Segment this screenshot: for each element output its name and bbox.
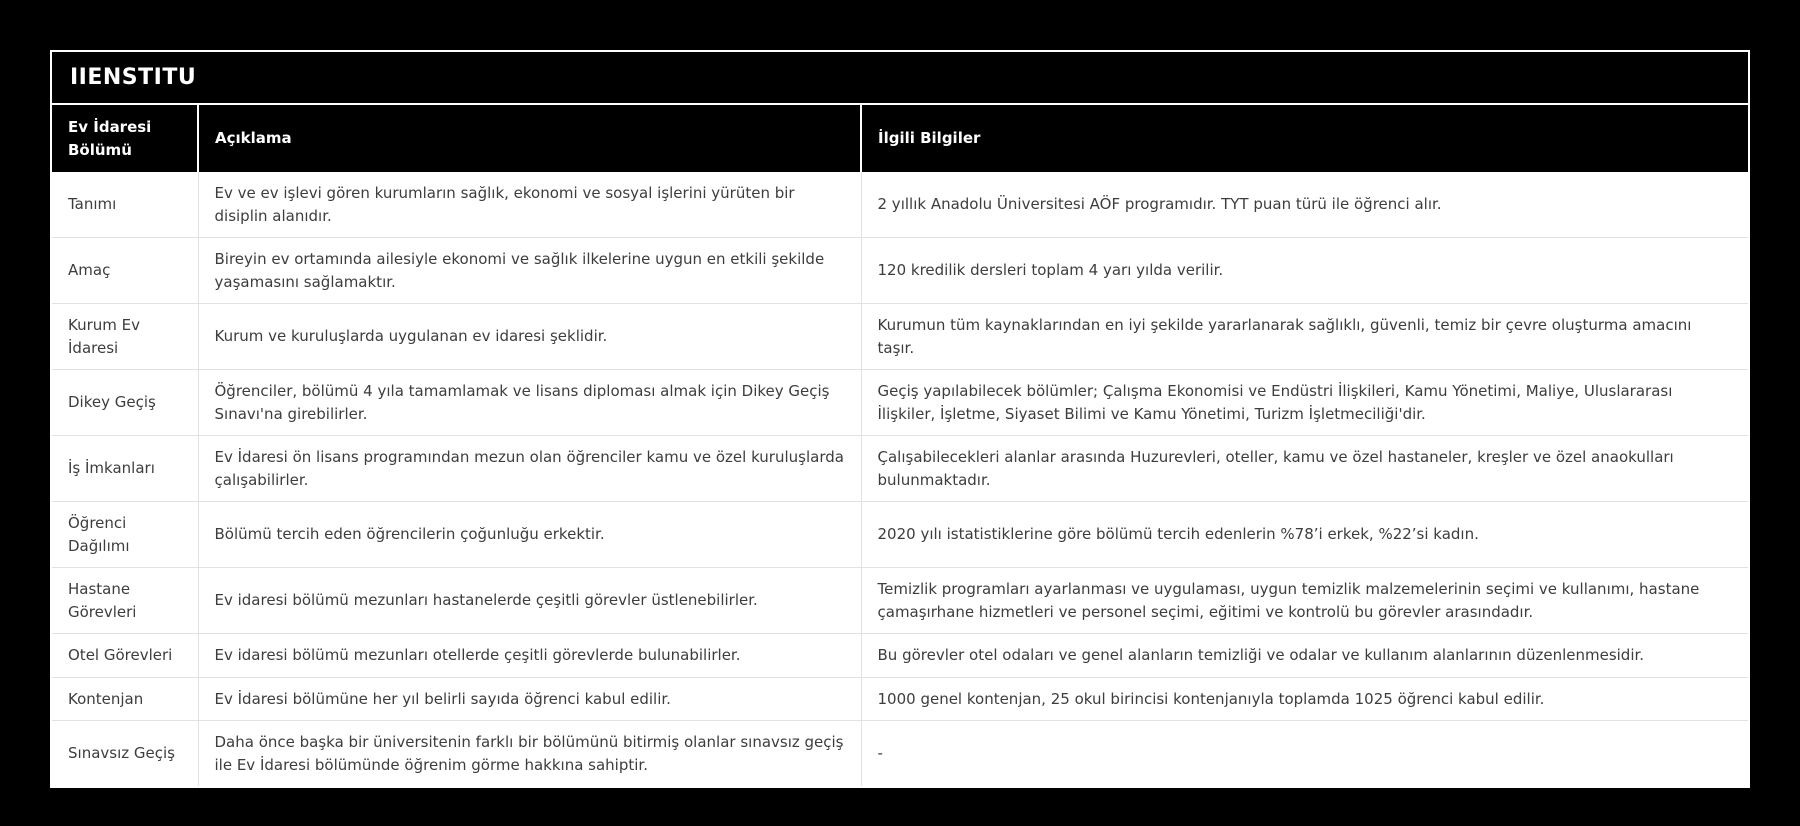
- cell-bilgiler: 1000 genel kontenjan, 25 okul birincisi kontenjanıyla toplamda 1025 öğrenci kabul edilir.: [861, 677, 1748, 721]
- cell-aciklama: Ev ve ev işlevi gören kurumların sağlık, ekonomi ve sosyal işlerini yürüten bir disiplin alanıdır.: [198, 172, 861, 238]
- cell-bilgiler: Bu görevler otel odaları ve genel alanların temizliği ve odalar ve kullanım alanlarının düzenlenmesidir.: [861, 634, 1748, 678]
- table-row: [52, 677, 1748, 721]
- cell-bolum: Kurum Ev İdaresi: [52, 304, 198, 370]
- cell-aciklama: Ev idaresi bölümü mezunları hastanelerde çeşitli görevler üstlenebilirler.: [198, 568, 861, 634]
- cell-aciklama: Kurum ve kuruluşlarda uygulanan ev idaresi şeklidir.: [198, 304, 861, 370]
- cell-bilgiler: 2020 yılı istatistiklerine göre bölümü tercih edenlerin %78’i erkek, %22’si kadın.: [861, 502, 1748, 568]
- cell-bolum: Hastane Görevleri: [52, 568, 198, 634]
- cell-bolum: İş İmkanları: [52, 436, 198, 502]
- cell-bolum: Sınavsız Geçiş: [52, 721, 198, 787]
- cell-bolum: Dikey Geçiş: [52, 370, 198, 436]
- cell-bilgiler: Çalışabilecekleri alanlar arasında Huzurevleri, oteller, kamu ve özel hastaneler, kreşler ve özel anaokulları bulunmaktadır.: [861, 436, 1748, 502]
- cell-aciklama: Bölümü tercih eden öğrencilerin çoğunluğu erkektir.: [198, 502, 861, 568]
- table-row: [52, 370, 1748, 436]
- table-row: [52, 502, 1748, 568]
- table-row: [52, 721, 1748, 787]
- cell-bolum: Öğrenci Dağılımı: [52, 502, 198, 568]
- cell-bilgiler: Temizlik programları ayarlanması ve uygulaması, uygun temizlik malzemelerinin seçimi ve kullanımı, hastane çamaşırhane hizmetleri ve personel seçimi, eğitimi ve kontrolü bu görevler arasındadır.: [861, 568, 1748, 634]
- cell-bilgiler: Geçiş yapılabilecek bölümler; Çalışma Ekonomisi ve Endüstri İlişkileri, Kamu Yönetimi, Maliye, Uluslararası İlişkiler, İşletme, Siyaset Bilimi ve Kamu Yönetimi, Turizm İşletmeciliği'dir.: [861, 370, 1748, 436]
- cell-bolum: Kontenjan: [52, 677, 198, 721]
- cell-bolum: Amaç: [52, 238, 198, 304]
- table-row: [52, 568, 1748, 634]
- cell-aciklama: Bireyin ev ortamında ailesiyle ekonomi ve sağlık ilkelerine uygun en etkili şekilde yaşamasını sağlamaktır.: [198, 238, 861, 304]
- info-table-panel: [50, 50, 1750, 788]
- table-row: [52, 304, 1748, 370]
- cell-aciklama: Ev idaresi bölümü mezunları otellerde çeşitli görevlerde bulunabilirler.: [198, 634, 861, 678]
- brand-bar: [52, 52, 1748, 105]
- brand-title: IIENSTITU: [70, 65, 197, 90]
- cell-bilgiler: 120 kredilik dersleri toplam 4 yarı yılda verilir.: [861, 238, 1748, 304]
- column-header-aciklama: Açıklama: [198, 105, 861, 172]
- cell-aciklama: Ev İdaresi bölümüne her yıl belirli sayıda öğrenci kabul edilir.: [198, 677, 861, 721]
- table-row: [52, 634, 1748, 678]
- cell-aciklama: Daha önce başka bir üniversitenin farklı bir bölümünü bitirmiş olanlar sınavsız geçiş ile Ev İdaresi bölümünde öğrenim görme hakkına sahiptir.: [198, 721, 861, 787]
- table-header-row: [52, 105, 1748, 172]
- column-header-bilgiler: İlgili Bilgiler: [861, 105, 1748, 172]
- cell-aciklama: Ev İdaresi ön lisans programından mezun olan öğrenciler kamu ve özel kuruluşlarda çalışabilirler.: [198, 436, 861, 502]
- table-row: [52, 436, 1748, 502]
- cell-aciklama: Öğrenciler, bölümü 4 yıla tamamlamak ve lisans diploması almak için Dikey Geçiş Sınavı'na girebilirler.: [198, 370, 861, 436]
- cell-bolum: Tanımı: [52, 172, 198, 238]
- cell-bilgiler: -: [861, 721, 1748, 787]
- cell-bilgiler: Kurumun tüm kaynaklarından en iyi şekilde yararlanarak sağlıklı, güvenli, temiz bir çevre oluşturma amacını taşır.: [861, 304, 1748, 370]
- table-row: [52, 172, 1748, 238]
- cell-bolum: Otel Görevleri: [52, 634, 198, 678]
- cell-bilgiler: 2 yıllık Anadolu Üniversitesi AÖF programıdır. TYT puan türü ile öğrenci alır.: [861, 172, 1748, 238]
- table-row: [52, 238, 1748, 304]
- column-header-bolum: Ev İdaresi Bölümü: [52, 105, 198, 172]
- program-info-table: [52, 105, 1748, 786]
